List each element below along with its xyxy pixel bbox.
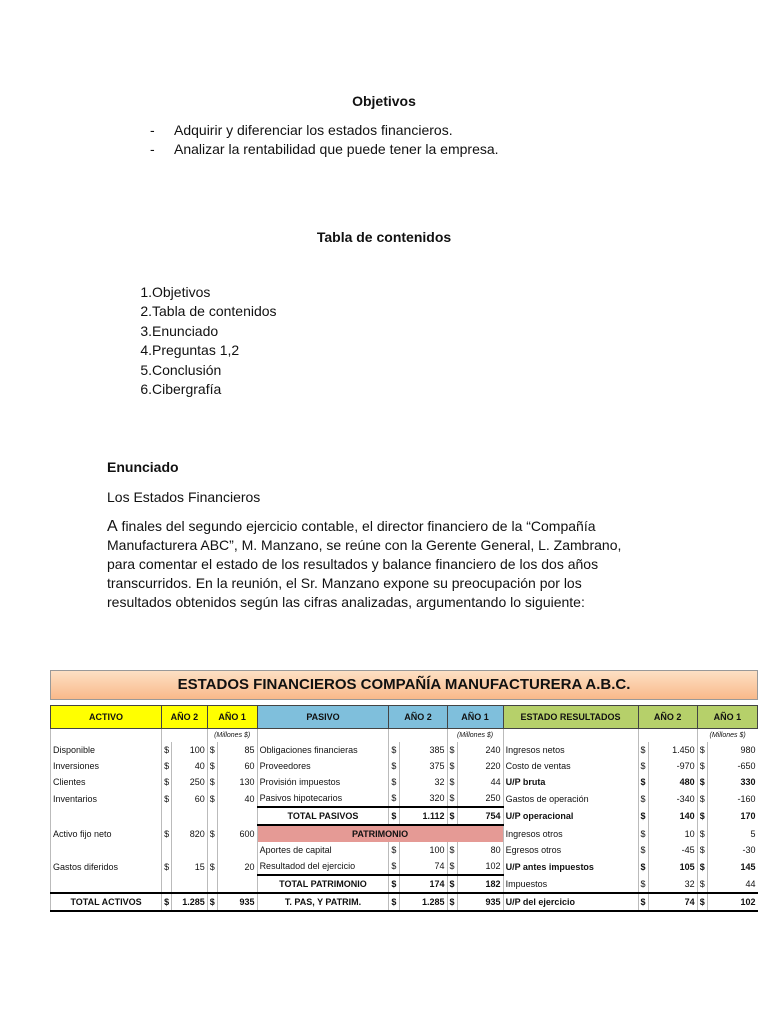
header-pasivo: PASIVO [257, 706, 389, 729]
toc-item: 5.Conclusión [140, 361, 222, 378]
financial-statements-table: ESTADOS FINANCIEROS COMPAÑÍA MANUFACTURERA A.B.C. ACTIVO AÑO 2 AÑO 1 PASIVO AÑO 2 AÑO 1 ESTADO RESULTADOS AÑO 2 AÑO 1 (Millones $) (Millones $) (Millones $) Disponible $ 100 $ 85 Obligaciones financieras $ 385 $ 240 Ingresos netos $ 1.450 $ 980 Inversiones $ 40 $ 60 Proveedores $ 375 $ 220 Costo de ventas $ -970 $ -650 Clientes $ 250 $ 130 Provisión impuestos $ 32 $ 44 U/P bruta $ 480 $ 330 Inventarios $ 60 $ 40 Pasivos hipotecarios $ 320 $ 250 Gastos de operación $ -340 $ -160 TOTAL PASIVOS $ 1.112 $ 754 U/P operacional $ 140 $ 170 Activo fijo neto $ 820 $ 600 PATRIMONIO Ingresos otros $ 10 $ 5 Aportes de capital $ 100 $ 80 Egresos otros $ -45 $ -30 Gastos diferidos $ 15 $ 20 Resultadod del ejercicio $ 74 $ 102 U/P antes impuestos $ 105 $ 145 TOTAL PATRIMONIO $ 174 $ 182 Impuestos $ 32 $ 44 TOTAL ACTIVOS $ 1.285 $ 935 T. PAS, Y PATRIM. $ 1.285 $ 935 U/P del ejercicio $ 74 $ 102 [50, 670, 758, 912]
header-anio1: AÑO 1 [697, 706, 757, 729]
header-anio2: AÑO 2 [389, 706, 447, 729]
table-row: TOTAL PASIVOS $ 1.112 $ 754 U/P operacional $ 140 $ 170 [51, 807, 758, 825]
toc-item: 6.Cibergrafía [140, 380, 222, 397]
table-row: Disponible $ 100 $ 85 Obligaciones financieras $ 385 $ 240 Ingresos netos $ 1.450 $ 980 [51, 742, 758, 758]
header-anio2: AÑO 2 [638, 706, 697, 729]
enunciado-paragraph: A finales del segundo ejercicio contable, el director financiero de la “Compañía Manufacturera ABC”, M. Manzano, se reúne con la Gerente General, L. Zambrano, para comentar el estado de los resultados y balance financiero de los dos años transcurridos. En la reunión, el Sr. Manzano expone su preocupación por los resultados obtenidos según las cifras analizadas, argumentando lo siguiente: [107, 518, 622, 610]
toc-item: 4.Preguntas 1,2 [140, 342, 240, 359]
list-item: - Adquirir y diferenciar los estados financieros. [150, 122, 453, 138]
enunciado-subtitle: Los Estados Financieros [107, 489, 261, 505]
table-row: Gastos diferidos $ 15 $ 20 Resultadod del ejercicio $ 74 $ 102 U/P antes impuestos $ 105 $ 145 [51, 858, 758, 875]
list-item: - Analizar la rentabilidad que puede tener la empresa. [150, 141, 499, 157]
table-row: Aportes de capital $ 100 $ 80 Egresos otros $ -45 $ -30 [51, 842, 758, 858]
table-row: Inversiones $ 40 $ 60 Proveedores $ 375 $ 220 Costo de ventas $ -970 $ -650 [51, 758, 758, 774]
table-title: ESTADOS FINANCIEROS COMPAÑÍA MANUFACTURERA A.B.C. [50, 670, 758, 700]
table-row: TOTAL ACTIVOS $ 1.285 $ 935 T. PAS, Y PATRIM. $ 1.285 $ 935 U/P del ejercicio $ 74 $ 102 [51, 893, 758, 911]
header-anio1: AÑO 1 [447, 706, 503, 729]
toc-item: 1.Objetivos [140, 284, 211, 300]
objetivos-title: Objetivos [352, 93, 416, 109]
table-row: Inventarios $ 60 $ 40 Pasivos hipotecarios $ 320 $ 250 Gastos de operación $ -340 $ -160 [51, 790, 758, 807]
table-row: Clientes $ 250 $ 130 Provisión impuestos $ 32 $ 44 U/P bruta $ 480 $ 330 [51, 774, 758, 790]
header-anio1: AÑO 1 [207, 706, 257, 729]
enunciado-title: Enunciado [107, 459, 179, 475]
toc-item: 2.Tabla de contenidos [140, 303, 277, 320]
table-row: Activo fijo neto $ 820 $ 600 PATRIMONIO Ingresos otros $ 10 $ 5 [51, 825, 758, 842]
toc-title: Tabla de contenidos [316, 229, 452, 245]
header-activo: ACTIVO [51, 706, 162, 729]
table-row: TOTAL PATRIMONIO $ 174 $ 182 Impuestos $ 32 $ 44 [51, 875, 758, 893]
header-anio2: AÑO 2 [162, 706, 208, 729]
patrimonio-header: PATRIMONIO [257, 825, 503, 842]
objetivos-list [150, 122, 499, 160]
toc-list [128, 284, 277, 400]
toc-item: 3.Enunciado [140, 322, 219, 339]
header-resultados: ESTADO RESULTADOS [503, 706, 638, 729]
